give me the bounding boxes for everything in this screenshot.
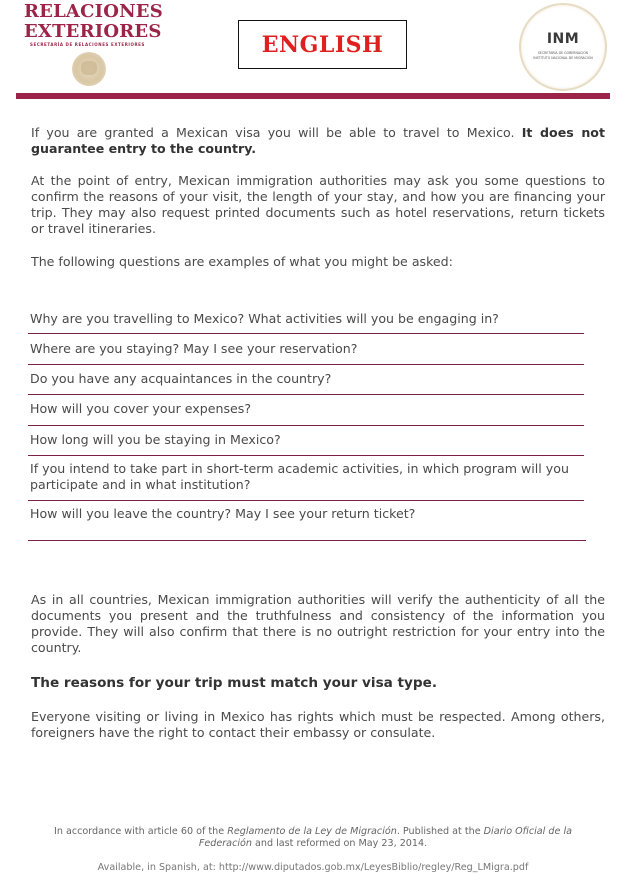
question-item: Do you have any acquaintances in the country?	[28, 365, 584, 395]
header-divider	[16, 93, 610, 99]
source-url: Available, in Spanish, at: http://www.diputados.gob.mx/LeyesBiblio/regley/Reg_LMigra.pdf	[97, 862, 529, 873]
inm-logo-text: INM	[546, 31, 580, 47]
sre-logo	[24, 2, 163, 42]
rights-paragraph: Everyone visiting or living in Mexico has rights which must be respected. Among others, foreigners have the right to contact their embassy or consulate.	[31, 709, 605, 740]
sre-logo-line1: RELACIONES	[24, 1, 163, 22]
intro-emphasis: It does not guarantee entry to the country.	[31, 125, 605, 156]
document-header	[0, 0, 626, 100]
legal-text: In accordance with article 60 of the	[54, 826, 228, 837]
sre-logo-subtitle: SECRETARÍA DE RELACIONES EXTERIORES	[30, 42, 145, 47]
language-box	[238, 20, 407, 69]
question-item: How will you cover your expenses?	[28, 395, 584, 426]
coat-of-arms-icon	[72, 52, 106, 86]
legal-reference	[40, 826, 586, 850]
legal-text: . Published at the	[396, 826, 484, 837]
inm-logo	[519, 3, 607, 91]
question-item: Where are you staying? May I see your reservation?	[28, 334, 584, 365]
gazette-name: Diario Oficial de la Federación	[198, 826, 572, 849]
language-label: ENGLISH	[261, 31, 384, 58]
questions-list	[28, 302, 584, 541]
legal-text: and last reformed on May 23, 2014.	[251, 838, 428, 849]
intro-text: If you are granted a Mexican visa you will be able to travel to Mexico.	[31, 125, 522, 140]
visa-match-statement: The reasons for your trip must match your visa type.	[31, 675, 438, 691]
regulation-name: Reglamento de la Ley de Migración	[227, 826, 397, 837]
questions-lead: The following questions are examples of what you might be asked:	[31, 254, 453, 269]
intro-paragraph-2: At the point of entry, Mexican immigration authorities may ask you some questions to confirm the reasons of your visit, the length of your stay, and how you are financing your trip. They may also request printed documents such as hotel reservations, return tickets or travel itineraries.	[31, 173, 605, 236]
question-item: If you intend to take part in short-term academic activities, in which program will you participate and in what institution?	[30, 461, 569, 492]
inm-logo-subtitle-1: SECRETARÍA DE GOBERNACIÓN	[537, 51, 589, 55]
intro-paragraph-1	[31, 125, 605, 157]
question-item: How will you leave the country? May I see your return ticket?	[28, 501, 586, 541]
inm-logo-subtitle-2: INSTITUTO NACIONAL DE MIGRACIÓN	[533, 56, 593, 60]
verification-paragraph: As in all countries, Mexican immigration authorities will verify the authenticity of all the documents you present and the truthfulness and consistency of the information you provide. They will also confirm that there is no outright restriction for your entry into the country.	[31, 592, 605, 655]
question-item: Why are you travelling to Mexico? What activities will you be engaging in?	[28, 302, 584, 334]
sre-logo-line2: EXTERIORES	[24, 21, 162, 42]
question-item: How long will you be staying in Mexico?	[28, 426, 584, 456]
